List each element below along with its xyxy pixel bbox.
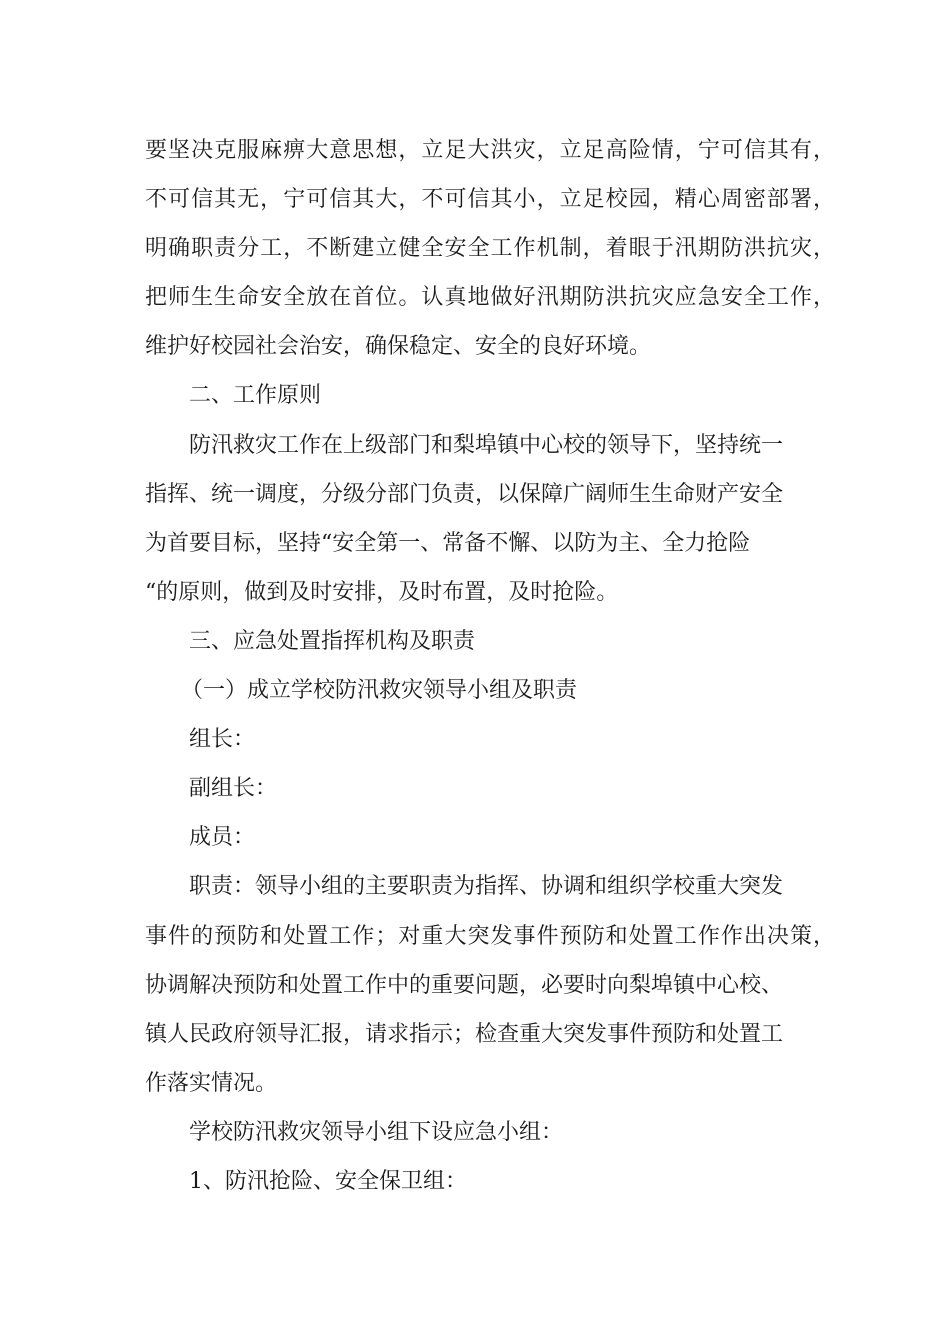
- paragraph-line: 明确职责分工，不断建立健全安全工作机制，着眼于汛期防洪抗灾，: [145, 236, 835, 262]
- subsection-heading: （一）成立学校防汛救灾领导小组及职责: [181, 678, 578, 704]
- section-heading: 三、应急处置指挥机构及职责: [189, 628, 476, 654]
- paragraph-line: 指挥、统一调度，分级分部门负责，以保障广阔师生生命财产安全: [145, 481, 784, 507]
- list-item: 1、防汛抢险、安全保卫组：: [189, 1168, 467, 1194]
- paragraph-line: 要坚决克服麻痹大意思想，立足大洪灾，立足高险情，宁可信其有，: [145, 138, 835, 163]
- role-label: 成员：: [189, 825, 256, 851]
- paragraph-line: 把师生生命安全放在首位。认真地做好汛期防洪抗灾应急安全工作，: [145, 285, 835, 311]
- paragraph-line: 镇人民政府领导汇报，请求指示；检查重大突发事件预防和处置工: [145, 1021, 784, 1047]
- paragraph-line: 学校防汛救灾领导小组下设应急小组：: [189, 1119, 564, 1145]
- paragraph-line: 职责：领导小组的主要职责为指挥、协调和组织学校重大突发: [189, 874, 784, 900]
- role-label: 副组长：: [189, 776, 278, 802]
- paragraph-line: 防汛救灾工作在上级部门和梨埠镇中心校的领导下，坚持统一: [189, 432, 784, 458]
- paragraph-line: 为首要目标，坚持“安全第一、常备不懈、以防为主、全力抢险: [145, 530, 751, 556]
- section-heading: 二、工作原则: [189, 383, 322, 409]
- paragraph-line: 不可信其无，宁可信其大，不可信其小，立足校园，精心周密部署，: [145, 187, 835, 213]
- paragraph-line: 事件的预防和处置工作；对重大突发事件预防和处置工作作出决策，: [145, 923, 835, 949]
- role-label: 组长：: [189, 727, 256, 753]
- paragraph-line: 协调解决预防和处置工作中的重要问题，必要时向梨埠镇中心校、: [145, 972, 784, 998]
- paragraph-line: 作落实情况。: [145, 1070, 278, 1096]
- paragraph-line: “的原则，做到及时安排，及时布置，及时抢险。: [145, 579, 619, 605]
- document-body: [145, 126, 835, 1206]
- paragraph-line: 维护好校园社会治安，确保稳定、安全的良好环境。: [145, 334, 652, 360]
